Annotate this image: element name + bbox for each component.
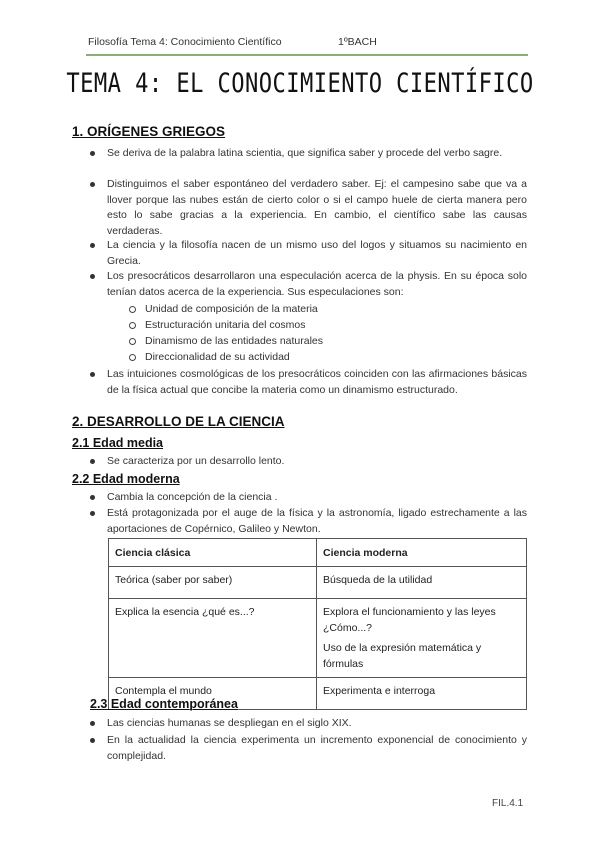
table-cell: Explica la esencia ¿qué es...?	[109, 599, 317, 678]
table-cell-text: Experimenta e interroga	[323, 685, 436, 697]
list-item: Las intuiciones cosmológicas de los presocráticos coinciden con las afirmaciones básicas de la física actual que concibe la materia como un dinamismo estructurado.	[107, 367, 527, 398]
list-item: Los presocráticos desarrollaron una especulación acerca de la physis. En su época solo tenían datos acerca de la experiencia. Sus especulaciones son:	[107, 269, 527, 300]
table-cell	[317, 567, 527, 599]
table-cell-text: Uso de la expresión matemática y fórmulas	[323, 642, 482, 670]
header-subject: Filosofía Tema 4: Conocimiento Científico	[88, 36, 282, 48]
list-item: Se deriva de la palabra latina scientia, que significa saber y procede del verbo sagre.	[107, 146, 527, 162]
page-title: TEMA 4: EL CONOCIMIENTO CIENTÍFICO	[66, 68, 534, 99]
subsection-heading-moderna: 2.2 Edad moderna	[72, 472, 180, 486]
sub-list-item: Estructuración unitaria del cosmos	[145, 319, 306, 331]
sub-list-item: Direccionalidad de su actividad	[145, 351, 290, 363]
table-cell	[317, 678, 527, 710]
list-item: Cambia la concepción de la ciencia .	[107, 490, 527, 506]
list-item: Está protagonizada por el auge de la física y la astronomía, ligado estrechamente a las aportaciones de Copérnico, Galileo y Newton.	[107, 506, 527, 537]
table-header-cell: Ciencia moderna	[317, 539, 527, 567]
list-item: Se caracteriza por un desarrollo lento.	[107, 454, 527, 470]
table-cell-text: Búsqueda de la utilidad	[323, 574, 433, 586]
subsection-heading-contemporanea: 2.3 Edad contemporánea	[90, 697, 238, 711]
page-header	[88, 36, 508, 48]
header-course: 1ºBACH	[338, 36, 377, 48]
table-header-cell: Ciencia clásica	[109, 539, 317, 567]
header-divider	[86, 54, 528, 56]
page-number: FIL.4.1	[492, 798, 524, 809]
sub-list-item: Dinamismo de las entidades naturales	[145, 335, 324, 347]
section-heading-origenes: 1. ORÍGENES GRIEGOS	[72, 124, 226, 139]
comparison-table	[108, 538, 527, 710]
table-header-row	[109, 539, 527, 567]
list-item: En la actualidad la ciencia experimenta un incremento exponencial de conocimiento y complejidad.	[107, 733, 527, 764]
list-item: Las ciencias humanas se despliegan en el siglo XIX.	[107, 716, 527, 732]
section-heading-desarrollo: 2. DESARROLLO DE LA CIENCIA	[72, 414, 285, 429]
table-cell: Contempla el mundo	[109, 678, 317, 710]
table-cell: Teórica (saber por saber)	[109, 567, 317, 599]
sub-list-item: Unidad de composición de la materia	[145, 303, 318, 315]
table-cell	[317, 599, 527, 678]
table-row	[109, 599, 527, 678]
table-row	[109, 567, 527, 599]
list-item: Distinguimos el saber espontáneo del verdadero saber. Ej: el campesino sabe que va a llover porque las nubes están de cierto color o si el campo huele de cierta manera pero esto lo sabe gracias a la experiencia. En cambio, el científico sabe las causas verdaderas.	[107, 177, 527, 239]
table-cell-text: Explora el funcionamiento y las leyes ¿Cómo...?	[323, 606, 496, 634]
subsection-heading-media: 2.1 Edad media	[72, 436, 164, 450]
list-item: La ciencia y la filosofía nacen de un mismo uso del logos y situamos su nacimiento en Grecia.	[107, 238, 527, 269]
